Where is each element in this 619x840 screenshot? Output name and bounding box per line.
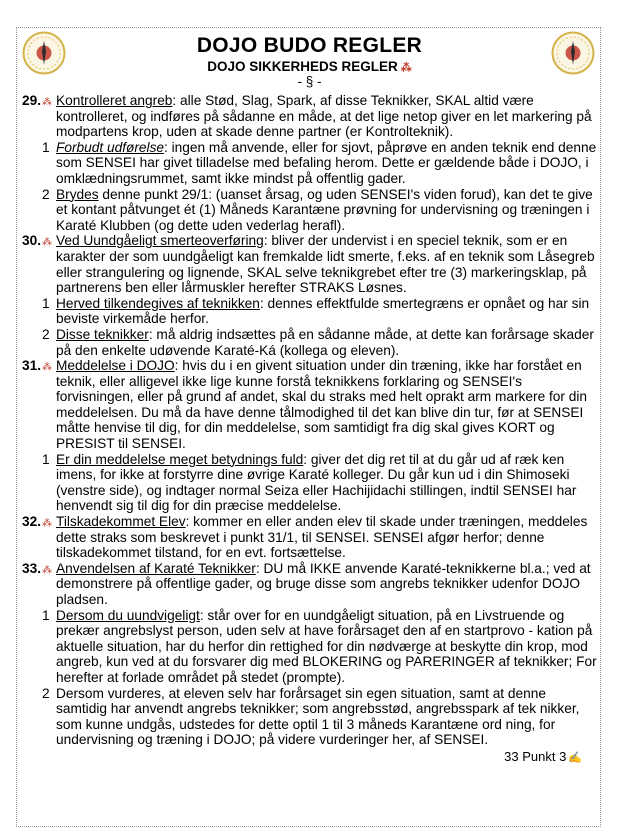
rule-lead: Anvendelsen af Karaté Teknikker xyxy=(56,560,256,576)
sub-rule-lead: Er din meddelelse meget betydnings fuld xyxy=(56,451,304,467)
rule-text: : hvis du i en givent situation under din træning, ikke har forstået en teknik, eller alligevel ikke lige kunne forstå teknikkens forklaring og SENSEI's forvisningen, eller på grund af andet, skal du straks med helt oprakt arm markere for din meddelelsen. Du må da have denne tålmodighed til det kan blive din tur, før at SENSEI måtte henvise til dig, for din meddelelse, som samtidigt fra dig skal gives KORT og PRESIST til SENSEI. xyxy=(56,358,588,452)
rule-number-text: 31. xyxy=(22,358,42,374)
sub-rule xyxy=(22,187,600,234)
sub-rule-text: : dennes effektfulde smertegræns er opnået og har sin beviste virkemåde herfor. xyxy=(56,295,590,327)
sub-rule-number: 2 xyxy=(42,186,50,202)
page-subtitle xyxy=(0,59,619,74)
sub-rule-lead: Dersom du uundvigeligt xyxy=(56,607,200,623)
sub-rule xyxy=(22,296,600,327)
subtitle-text: DOJO SIKKERHEDS REGLER xyxy=(207,59,398,74)
sub-rule xyxy=(22,452,600,514)
sub-rule-text: denne punkt 29/1: (uanset årsag, og uden SENSEI's viden forud), kan det te give et kontant påtvunget ét (1) Måneds Karantæne prøvning for undervisning og træningen i Karaté Klubben (og dette uden vederlag herafl). xyxy=(56,186,593,233)
sub-rule xyxy=(22,140,600,187)
sub-rule-number: 2 xyxy=(42,685,50,701)
rule-number xyxy=(22,561,52,579)
rule-31 xyxy=(22,358,600,452)
sub-rule-text: : giver det dig ret til at du går ud af ræk ken imens, for ikke at forstyrre dine øvrige Karaté kolleger. Du går kun ud i din Shimoseki (venstre side), og indtager normal Seiza eller Hachijidachi stillingen, indtil SENSEI har henvendt sig til dig for din præcise meddelelse. xyxy=(56,451,577,514)
sub-rule-number: 1 xyxy=(42,295,50,311)
rule-text: : bliver der undervist i en speciel teknik, som er en karakter der som uundgåeligt kan fremkalde lidt smerte, f.eks. af en teknik som Låsegreb eller strangulering og lignende, SKAL selve teknikgrebet efter tre (3) markeringsklap, på partnerens ben eller lårmuskler herefter STRAKS Løsnes. xyxy=(56,233,595,296)
sub-rule-number: 1 xyxy=(42,451,50,467)
sub-rule-text: : ingen må anvende, eller for sjovt, påprøve en anden teknik end denne som SENSEI har givet tilladelse med befaling herom. Dette er gældende både i DOJO, i omklædningsrummet, samt ikke mindst på offentlig gader. xyxy=(56,139,597,186)
rule-number-text: 30. xyxy=(22,233,42,249)
rule-33 xyxy=(22,561,600,608)
sub-rule-lead: Herved tilkendegives af teknikken xyxy=(56,295,260,311)
rule-32 xyxy=(22,514,600,561)
rule-29 xyxy=(22,93,600,140)
flower-icon: ⁂ xyxy=(42,97,53,108)
rule-lead: Ved Uundgåeligt smerteoverføring xyxy=(56,233,264,249)
sub-rule-lead: Disse teknikker xyxy=(56,326,149,342)
sub-rule-number: 1 xyxy=(42,607,50,623)
rule-30 xyxy=(22,233,600,295)
flower-icon: ⁂ xyxy=(42,237,53,249)
rule-text: : DU må IKKE anvende Karaté-teknikkerne bl.a.; ved at demonstrere på offentlige gader, og bruge disse som angrebs teknikker udenfor DOJO pladsen. xyxy=(56,560,591,607)
sub-rule-text: Dersom vurderes, at eleven selv har forårsaget sin egen situation, samt at denne samtidig har anvendt angrebs teknikker; som angrebsstød, angrebsspark af tek nikker, som kunne undgås, udstedes for dette optil 1 til 3 måneds Karantæne ord ning, for undervisning og træning i DOJO; på videre vurderinger her, af SENSEI. xyxy=(56,685,580,748)
rule-text: : kommer en eller anden elev til skade under træningen, meddeles dette straks som beskrevet i punkt 31/1, til SENSEI. SENSEI afgør herfor; denne tilskadekommet tilstand, for en evt. fortsættelse. xyxy=(56,514,588,561)
sub-rule-text: : står over for en uundgåeligt situation, på en Livstruende og prekær angrebslyst person, uden selv at have forårsaget den af en startprovo - kation på aktuelle situation, har du herfor din rettighed for din nødværge at beskytte din krop, mod angreb, kun ved at du forsvarer dig med BLOKERING og PARERINGER af teknikker; For herefter at forlade området på stedet (prompte). xyxy=(56,607,597,685)
flower-icon: ⁂ xyxy=(400,62,412,74)
sub-rule xyxy=(22,686,600,748)
rule-text: : alle Stød, Slag, Spark, af disse Teknikker, SKAL altid være kontrolleret, og indføres på sådanne en måde, at det lige netop giver en let markering på modpartens krop, uden at skade denne partner (er Kontrolteknik). xyxy=(56,93,592,140)
page-title: DOJO BUDO REGLER xyxy=(196,34,423,57)
continuation-text: 33 Punkt 3 xyxy=(504,748,567,764)
rules-content xyxy=(22,93,600,767)
sub-rule-number: 1 xyxy=(42,139,50,155)
sub-rule-lead: Forbudt udførelse xyxy=(56,139,165,155)
rule-lead: Tilskadekommet Elev xyxy=(56,514,186,530)
rule-number xyxy=(22,233,52,251)
sub-rule xyxy=(22,327,600,358)
sub-rule xyxy=(22,608,600,686)
flower-icon: ⁂ xyxy=(42,564,53,576)
sub-rule-number: 2 xyxy=(42,326,50,342)
rule-number xyxy=(22,358,52,376)
flower-icon: ⁂ xyxy=(42,518,53,530)
sub-rule-text: : må aldrig indsættes på en sådanne måde, at dette kan forårsage skader på den enkelte udøvende Karaté-Ká (kollega og eleven). xyxy=(56,326,594,358)
rule-number xyxy=(22,514,52,532)
rule-lead: Kontrolleret angreb xyxy=(56,93,173,108)
rule-number-text: 29. xyxy=(22,93,42,108)
flower-icon: ⁂ xyxy=(42,362,53,374)
section-mark: - § - xyxy=(297,74,322,89)
rule-lead: Meddelelse i DOJO xyxy=(56,358,175,374)
pen-icon: ✍ xyxy=(568,751,582,764)
sub-rule-lead: Brydes xyxy=(56,186,99,202)
rule-number-text: 33. xyxy=(22,560,42,576)
rule-number-text: 32. xyxy=(22,514,42,530)
rule-number xyxy=(22,93,52,111)
continuation-note xyxy=(22,749,600,767)
